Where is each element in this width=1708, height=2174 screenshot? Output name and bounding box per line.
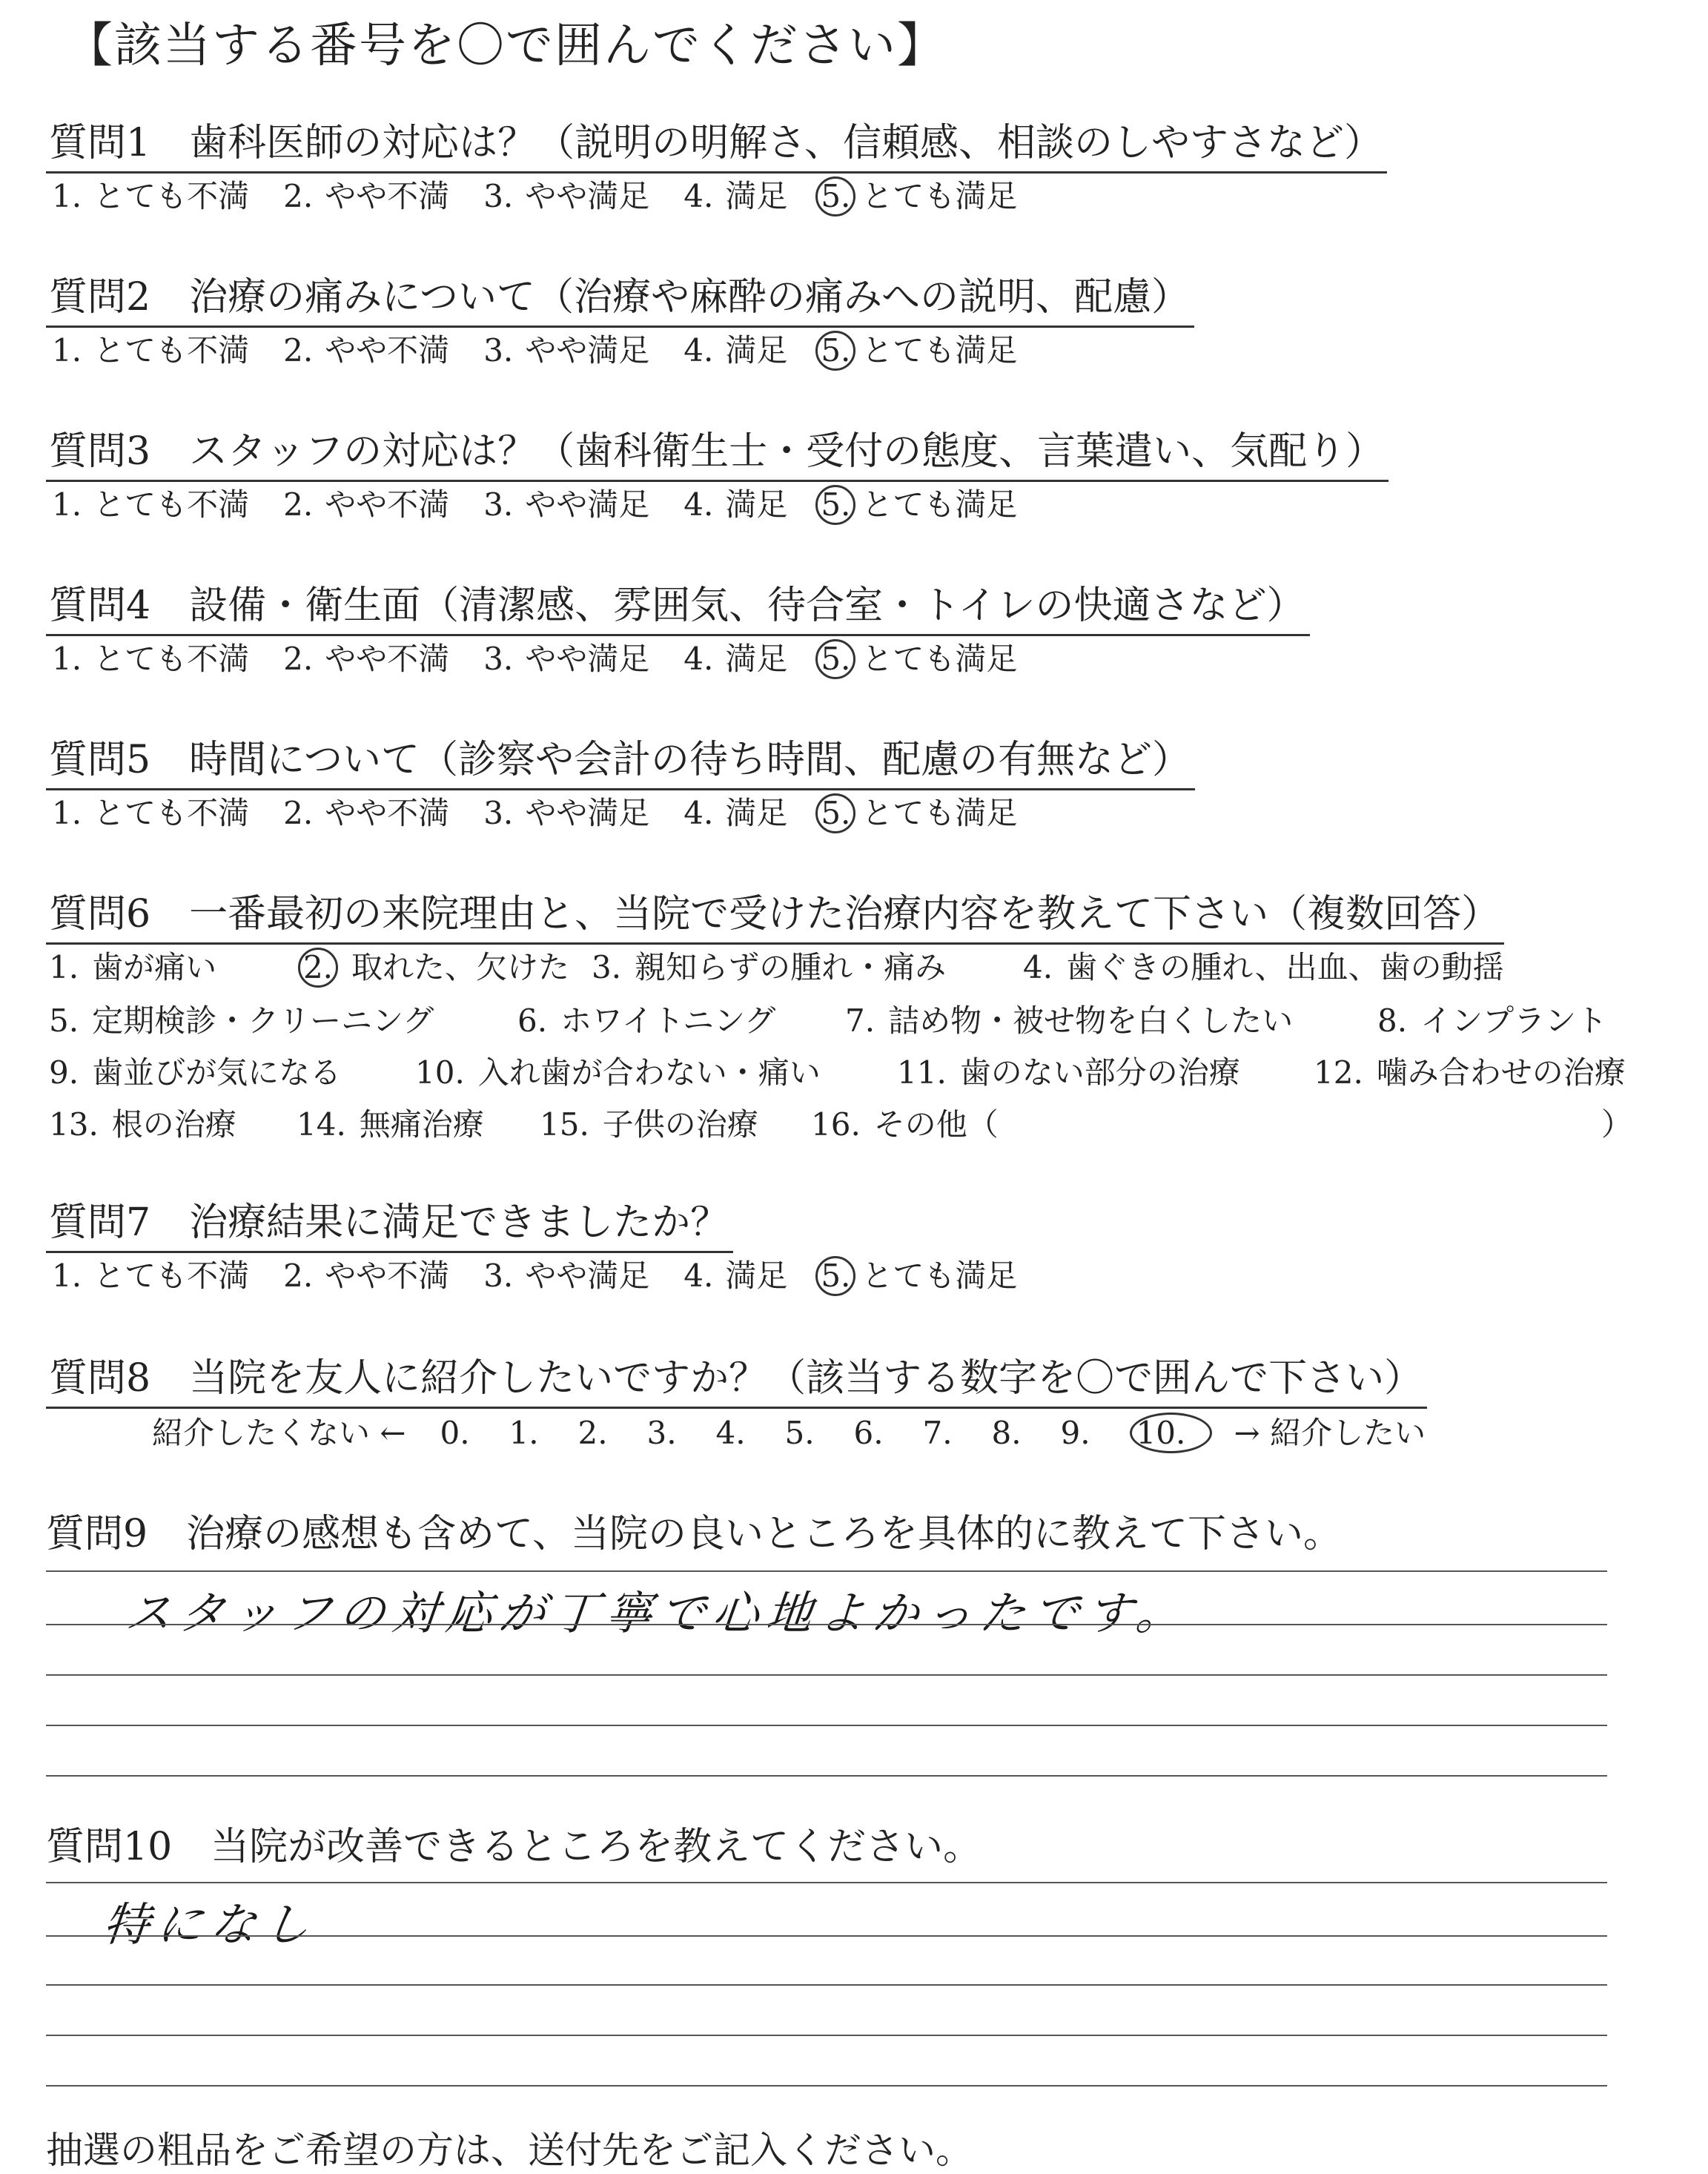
q9-line-1 [46, 1570, 1607, 1572]
q6-option-label: 歯ぐきの腫れ、出血、歯の動揺 [1066, 949, 1504, 985]
q6-option-number: 8. [1377, 1002, 1408, 1039]
q6-option-number: 14. [297, 1106, 346, 1143]
q3-option-label: やや不満 [325, 486, 450, 523]
q7-title [46, 1191, 733, 1253]
q4-option-1[interactable] [52, 635, 249, 679]
q2-option-number: 2. [283, 332, 314, 369]
q3-option-3[interactable] [483, 480, 649, 525]
q9-text: 治療の感想も含めて、当院の良いところを具体的に教えて下さい。 [186, 1512, 1343, 1556]
q6-number: 質問6 [49, 892, 151, 936]
q1-option-3[interactable] [483, 172, 649, 217]
q8-scale-10[interactable]: 10. [1130, 1413, 1212, 1453]
q1-option-number: 4. [683, 178, 714, 214]
q7-option-label: やや不満 [325, 1258, 450, 1294]
q1-option-4[interactable] [683, 172, 787, 217]
q4-option-label: やや不満 [325, 641, 450, 677]
q6-option-label: 歯のない部分の治療 [959, 1054, 1240, 1091]
q1-option-number: 5. [815, 176, 855, 217]
q4-option-number: 1. [52, 641, 82, 677]
q6-option-13[interactable] [49, 1100, 236, 1145]
q5-option-label: やや不満 [325, 795, 450, 831]
q1-text: 歯科医師の対応は？（説明の明解さ、信頼感、相談のしやすさなど） [189, 121, 1383, 165]
q3-option-5[interactable] [821, 480, 1017, 525]
q7-option-number: 4. [683, 1258, 714, 1294]
q3-option-4[interactable] [683, 480, 787, 525]
q2-option-label: とても不満 [93, 332, 250, 369]
q4-option-number: 5. [815, 639, 855, 679]
q6-option-number: 16. [811, 1106, 861, 1143]
q7-text: 治療結果に満足できましたか？ [189, 1200, 729, 1245]
q1-option-number: 2. [283, 178, 314, 214]
q4-text: 設備・衛生面（清潔感、雰囲気、待合室・トイレの快適さなど） [189, 584, 1305, 628]
q6-option-2[interactable] [304, 943, 569, 988]
q6-option-number: 11. [897, 1054, 947, 1091]
q1-option-number: 3. [483, 178, 514, 214]
q7-option-5[interactable] [821, 1252, 1017, 1296]
q5-option-1[interactable] [52, 789, 249, 833]
q2-option-number: 4. [683, 332, 714, 369]
q2-option-4[interactable] [683, 326, 787, 371]
q9-title [46, 1502, 1342, 1558]
q1-options [52, 172, 1051, 217]
q2-option-label: とても満足 [861, 332, 1018, 369]
q3-option-label: やや満足 [525, 486, 650, 523]
q5-text: 時間について（診察や会計の待ち時間、配慮の有無など） [189, 738, 1191, 782]
q1-option-5[interactable] [821, 172, 1017, 217]
q1-option-2[interactable] [283, 172, 449, 217]
q3-text: スタッフの対応は？（歯科衛生士・受付の態度、言葉遣い、気配り） [189, 429, 1385, 474]
q6-option-number: 9. [49, 1054, 79, 1091]
q3-option-label: とても不満 [93, 486, 250, 523]
q4-title [46, 574, 1310, 636]
q1-option-label: やや不満 [325, 178, 450, 214]
q6-option-label: 歯並びが気になる [92, 1054, 342, 1091]
q7-option-label: やや満足 [525, 1258, 650, 1294]
q2-options [52, 326, 1051, 371]
q2-option-label: やや満足 [525, 332, 650, 369]
q6-option-1[interactable] [49, 943, 216, 988]
q6-option-label: 親知らずの腫れ・痛み [635, 949, 947, 985]
q2-option-number: 5. [815, 331, 855, 371]
q7-option-4[interactable] [683, 1252, 787, 1296]
q2-option-label: やや不満 [325, 332, 450, 369]
q7-option-1[interactable] [52, 1252, 249, 1296]
q2-option-label: 満足 [725, 332, 788, 369]
q2-option-5[interactable] [821, 326, 1017, 371]
q6-option-number: 12. [1314, 1054, 1363, 1091]
q6-option-11[interactable] [897, 1048, 1240, 1093]
q8-scale-6[interactable]: 6. [853, 1415, 884, 1451]
q3-title [46, 420, 1388, 482]
q3-option-1[interactable] [52, 480, 249, 525]
q8-right-label: → 紹介したい [1234, 1415, 1426, 1451]
q6-option-label: 根の治療 [111, 1106, 236, 1143]
q3-option-number: 3. [483, 486, 514, 523]
q7-option-2[interactable] [283, 1252, 449, 1296]
q8-number: 質問8 [49, 1356, 151, 1401]
q3-option-number: 2. [283, 486, 314, 523]
q6-option-number: 2. [298, 948, 338, 988]
q6-option-number: 5. [49, 1002, 79, 1039]
q10-handwritten-answer: 特になし [100, 1897, 320, 1952]
q6-option-number: 6. [517, 1002, 548, 1039]
q4-option-label: やや満足 [525, 641, 650, 677]
q10-line-5 [46, 2085, 1607, 2087]
q2-number: 質問2 [49, 275, 151, 320]
q4-number: 質問4 [49, 584, 151, 628]
q9-line-4 [46, 1725, 1607, 1726]
q8-scale-2[interactable]: 2. [577, 1415, 608, 1451]
q6-option-label: 取れた、欠けた [351, 949, 570, 985]
q10-number: 質問10 [46, 1825, 173, 1869]
q4-option-label: 満足 [725, 641, 788, 677]
q5-option-3[interactable] [483, 789, 649, 833]
q6-option-12[interactable] [1314, 1048, 1626, 1093]
q5-option-4[interactable] [683, 789, 787, 833]
q8-left-label: 紹介したくない ← [152, 1415, 406, 1451]
q8-scale-4[interactable]: 4. [715, 1415, 746, 1451]
page-header: 【該当する番号を〇で囲んでください】 [65, 19, 946, 73]
q2-option-number: 3. [483, 332, 514, 369]
q10-line-4 [46, 2035, 1607, 2036]
q6-title [46, 882, 1504, 945]
q6-option-label: その他（ [873, 1106, 999, 1143]
q5-option-label: とても満足 [861, 795, 1018, 831]
q6-option-label: 噛み合わせの治療 [1376, 1054, 1626, 1091]
q6-option-8[interactable] [1377, 997, 1607, 1041]
q6-option-label: 入れ歯が合わない・痛い [477, 1054, 821, 1091]
footer-note: 抽選の粗品をご希望の方は、送付先をご記入ください。 [46, 2129, 973, 2172]
q9-line-5 [46, 1775, 1607, 1777]
q2-option-1[interactable] [52, 326, 249, 371]
q8-scale-8[interactable]: 8. [991, 1415, 1022, 1451]
q5-option-number: 5. [815, 793, 855, 833]
q3-number: 質問3 [49, 429, 151, 474]
q2-text: 治療の痛みについて（治療や麻酔の痛みへの説明、配慮） [189, 275, 1191, 320]
q4-option-label: とても満足 [861, 641, 1018, 677]
q5-number: 質問5 [49, 738, 151, 782]
q5-option-number: 3. [483, 795, 514, 831]
q6-option-number: 10. [415, 1054, 465, 1091]
q6-option-6[interactable] [517, 997, 775, 1041]
q3-option-number: 5. [815, 485, 855, 525]
q1-option-label: とても不満 [93, 178, 250, 214]
q7-option-label: 満足 [725, 1258, 788, 1294]
q4-option-number: 2. [283, 641, 314, 677]
q2-option-2[interactable] [283, 326, 449, 371]
q5-option-2[interactable] [283, 789, 449, 833]
q6-option-number: 7. [845, 1002, 875, 1039]
q7-option-number: 1. [52, 1258, 82, 1294]
q8-scale-0[interactable]: 0. [440, 1415, 470, 1451]
q4-options [52, 635, 1051, 679]
q6-option-10[interactable] [415, 1048, 821, 1093]
q4-option-3[interactable] [483, 635, 649, 679]
q6-text: 一番最初の来院理由と、当院で受けた治療内容を教えて下さい（複数回答） [189, 892, 1500, 936]
q9-handwritten-answer: スタッフの対応が丁寧で心地よかったです。 [122, 1586, 1193, 1640]
q8-title [46, 1347, 1427, 1409]
q7-option-label: とても満足 [861, 1258, 1018, 1294]
q4-option-2[interactable] [283, 635, 449, 679]
q4-option-5[interactable] [821, 635, 1017, 679]
q5-option-number: 1. [52, 795, 82, 831]
q3-option-number: 4. [683, 486, 714, 523]
q2-option-3[interactable] [483, 326, 649, 371]
q4-option-number: 4. [683, 641, 714, 677]
q6-option-number: 3. [592, 949, 622, 985]
q7-number: 質問7 [49, 1200, 151, 1245]
q6-option-15[interactable] [540, 1100, 758, 1145]
q5-option-label: 満足 [725, 795, 788, 831]
q6-option-label: 歯が痛い [92, 949, 217, 985]
q7-option-number: 2. [283, 1258, 314, 1294]
q8-scale-1[interactable]: 1. [509, 1415, 539, 1451]
q7-option-3[interactable] [483, 1252, 649, 1296]
q10-line-1 [46, 1882, 1607, 1883]
q6-option-label: 詰め物・被せ物を白くしたい [888, 1002, 1294, 1039]
q4-option-label: とても不満 [93, 641, 250, 677]
q10-title [46, 1815, 982, 1871]
q7-option-number: 3. [483, 1258, 514, 1294]
q8-text: 当院を友人に紹介したいですか？（該当する数字を〇で囲んで下さい） [189, 1356, 1423, 1401]
q9-line-3 [46, 1674, 1607, 1676]
q5-option-label: やや満足 [525, 795, 650, 831]
q8-scale-9[interactable]: 9. [1060, 1415, 1090, 1451]
q6-other-close-paren: ） [1601, 1106, 1633, 1143]
q6-option-label: ホワイトニング [560, 1002, 776, 1039]
q1-number: 質問1 [49, 121, 151, 165]
q1-option-1[interactable] [52, 172, 249, 217]
q6-option-3[interactable] [592, 943, 946, 988]
q1-title [46, 111, 1387, 174]
q6-option-16[interactable] [811, 1100, 999, 1145]
q7-option-number: 5. [815, 1256, 855, 1296]
q6-option-9[interactable] [49, 1048, 341, 1093]
q6-option-7[interactable] [845, 997, 1293, 1041]
q1-option-label: やや満足 [525, 178, 650, 214]
q3-option-label: 満足 [725, 486, 788, 523]
q8-scale-3[interactable]: 3. [646, 1415, 677, 1451]
q8-scale-7[interactable]: 7. [922, 1415, 953, 1451]
q6-option-14[interactable] [297, 1100, 484, 1145]
q3-option-label: とても満足 [861, 486, 1018, 523]
q6-option-4[interactable] [1023, 943, 1504, 988]
q8-scale [152, 1409, 1426, 1453]
q3-option-2[interactable] [283, 480, 449, 525]
q6-option-number: 15. [540, 1106, 589, 1143]
q1-option-label: とても満足 [861, 178, 1018, 214]
q10-text: 当院が改善できるところを教えてください。 [211, 1825, 982, 1869]
q6-option-label: インプラント [1420, 1002, 1608, 1039]
q6-option-number: 13. [49, 1106, 99, 1143]
q5-options [52, 789, 1051, 833]
q6-option-5[interactable] [49, 997, 434, 1041]
q1-option-number: 1. [52, 178, 82, 214]
q5-option-number: 4. [683, 795, 714, 831]
q7-option-label: とても不満 [93, 1258, 250, 1294]
q3-options [52, 480, 1051, 525]
q7-options [52, 1252, 1051, 1296]
q8-scale-5[interactable]: 5. [784, 1415, 815, 1451]
q4-option-number: 3. [483, 641, 514, 677]
q5-option-label: とても不満 [93, 795, 250, 831]
q1-option-label: 満足 [725, 178, 788, 214]
q3-option-number: 1. [52, 486, 82, 523]
q4-option-4[interactable] [683, 635, 787, 679]
q6-option-number: 4. [1023, 949, 1053, 985]
q6-option-label: 定期検診・クリーニング [92, 1002, 434, 1039]
q6-option-number: 1. [49, 949, 79, 985]
q10-line-2 [46, 1935, 1607, 1937]
q5-option-number: 2. [283, 795, 314, 831]
q9-line-2 [46, 1624, 1607, 1625]
q6-option-label: 子供の治療 [602, 1106, 758, 1143]
q6-option-label: 無痛治療 [359, 1106, 484, 1143]
q2-option-number: 1. [52, 332, 82, 369]
q10-line-3 [46, 1984, 1607, 1986]
q5-title [46, 728, 1195, 790]
q2-title [46, 265, 1194, 328]
q5-option-5[interactable] [821, 789, 1017, 833]
q9-number: 質問9 [46, 1512, 148, 1556]
